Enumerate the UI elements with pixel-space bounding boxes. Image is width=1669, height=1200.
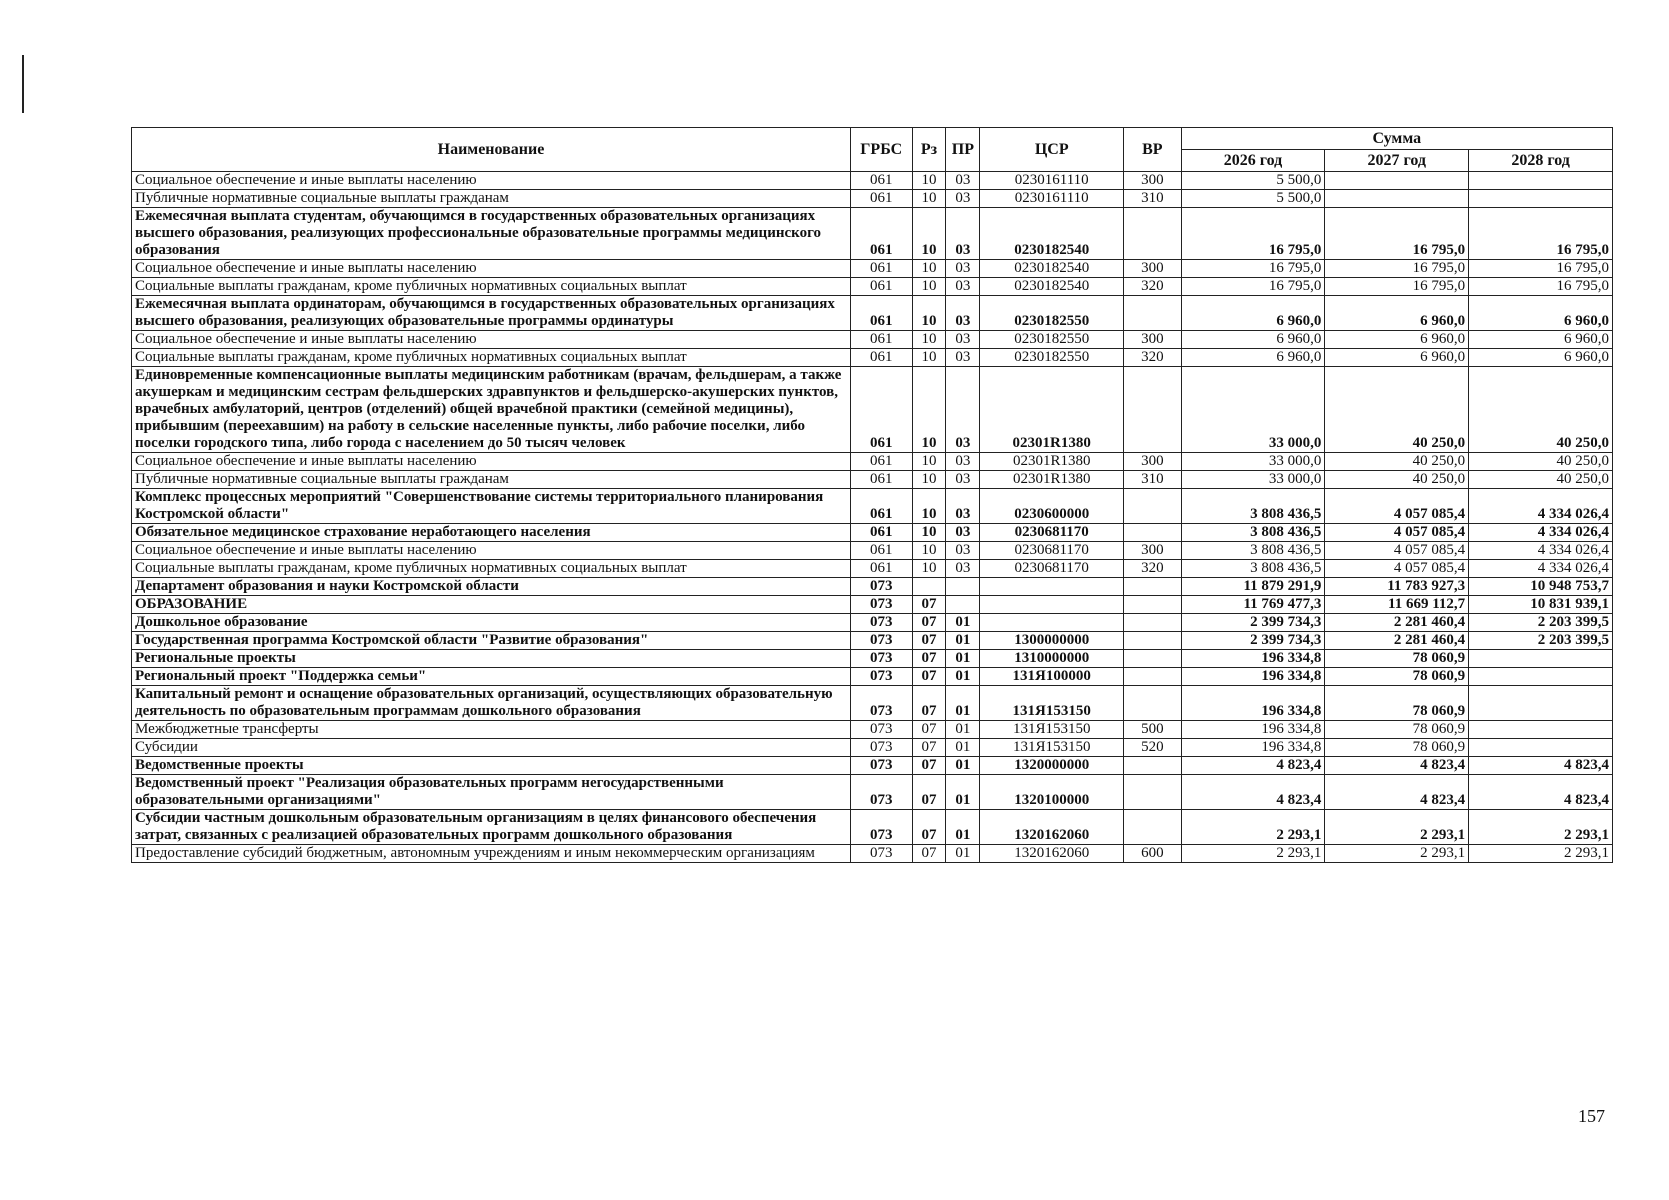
- cell-2028: 4 823,4: [1469, 757, 1613, 775]
- cell-csr: 02301R1380: [980, 367, 1124, 453]
- cell-2027: 2 281 460,4: [1325, 632, 1469, 650]
- cell-rz: 07: [912, 650, 946, 668]
- cell-vr: 600: [1124, 845, 1182, 863]
- cell-rz: 10: [912, 542, 946, 560]
- cell-2028: 6 960,0: [1469, 331, 1613, 349]
- cell-rz: 07: [912, 721, 946, 739]
- cell-grbs: 061: [850, 489, 912, 524]
- table-row: [132, 453, 1613, 471]
- cell-2027: 6 960,0: [1325, 331, 1469, 349]
- cell-rz: [912, 578, 946, 596]
- table-row: [132, 775, 1613, 810]
- cell-2026: 16 795,0: [1181, 260, 1325, 278]
- cell-2028: [1469, 721, 1613, 739]
- cell-pr: 01: [946, 739, 980, 757]
- cell-vr: 500: [1124, 721, 1182, 739]
- cell-rz: 07: [912, 686, 946, 721]
- cell-2027: 78 060,9: [1325, 739, 1469, 757]
- cell-grbs: 061: [850, 172, 912, 190]
- cell-2028: 2 203 399,5: [1469, 632, 1613, 650]
- cell-csr: 1320100000: [980, 775, 1124, 810]
- cell-rz: 10: [912, 367, 946, 453]
- cell-csr: 0230681170: [980, 542, 1124, 560]
- table-row: [132, 560, 1613, 578]
- cell-pr: 01: [946, 614, 980, 632]
- cell-2026: 16 795,0: [1181, 208, 1325, 260]
- cell-2027: [1325, 190, 1469, 208]
- cell-name: Субсидии частным дошкольным образовательным организациям в целях финансового обеспечения затрат, связанных с реализацией образовательных программ дошкольного образования: [132, 810, 851, 845]
- cell-pr: 01: [946, 775, 980, 810]
- cell-rz: 07: [912, 632, 946, 650]
- cell-2026: 11 879 291,9: [1181, 578, 1325, 596]
- cell-name: Субсидии: [132, 739, 851, 757]
- cell-rz: 07: [912, 596, 946, 614]
- table-row: [132, 757, 1613, 775]
- cell-rz: 10: [912, 471, 946, 489]
- cell-name: Социальное обеспечение и иные выплаты населению: [132, 331, 851, 349]
- cell-rz: 10: [912, 172, 946, 190]
- table-row: [132, 172, 1613, 190]
- table-row: [132, 650, 1613, 668]
- cell-2028: 2 293,1: [1469, 810, 1613, 845]
- cell-2026: 5 500,0: [1181, 190, 1325, 208]
- cell-pr: 01: [946, 668, 980, 686]
- table-row: [132, 668, 1613, 686]
- cell-2028: 4 334 026,4: [1469, 542, 1613, 560]
- margin-mark: [22, 55, 24, 113]
- cell-2026: 6 960,0: [1181, 349, 1325, 367]
- cell-2027: 40 250,0: [1325, 471, 1469, 489]
- cell-grbs: 073: [850, 845, 912, 863]
- cell-pr: 03: [946, 172, 980, 190]
- cell-csr: 131Я153150: [980, 739, 1124, 757]
- cell-grbs: 073: [850, 757, 912, 775]
- cell-grbs: 073: [850, 721, 912, 739]
- cell-2026: 33 000,0: [1181, 367, 1325, 453]
- cell-vr: [1124, 614, 1182, 632]
- cell-rz: 10: [912, 349, 946, 367]
- table-row: [132, 810, 1613, 845]
- cell-name: Предоставление субсидий бюджетным, автономным учреждениям и иным некоммерческим организациям: [132, 845, 851, 863]
- cell-2027: 78 060,9: [1325, 721, 1469, 739]
- cell-2027: 2 293,1: [1325, 845, 1469, 863]
- cell-2027: 4 823,4: [1325, 775, 1469, 810]
- cell-csr: [980, 614, 1124, 632]
- cell-csr: 131Я153150: [980, 686, 1124, 721]
- cell-2028: 4 334 026,4: [1469, 489, 1613, 524]
- cell-grbs: 073: [850, 668, 912, 686]
- cell-name: Дошкольное образование: [132, 614, 851, 632]
- cell-csr: [980, 578, 1124, 596]
- cell-2028: 4 823,4: [1469, 775, 1613, 810]
- cell-2027: 4 057 085,4: [1325, 489, 1469, 524]
- cell-name: Ведомственные проекты: [132, 757, 851, 775]
- header-2028: 2028 год: [1469, 150, 1613, 172]
- cell-2028: 10 831 939,1: [1469, 596, 1613, 614]
- table-row: [132, 489, 1613, 524]
- cell-rz: 10: [912, 296, 946, 331]
- cell-2027: 40 250,0: [1325, 367, 1469, 453]
- header-2027: 2027 год: [1325, 150, 1469, 172]
- cell-grbs: 061: [850, 524, 912, 542]
- table-row: [132, 208, 1613, 260]
- table-row: [132, 596, 1613, 614]
- cell-vr: 300: [1124, 542, 1182, 560]
- cell-2027: 4 057 085,4: [1325, 560, 1469, 578]
- cell-grbs: 073: [850, 650, 912, 668]
- cell-name: ОБРАЗОВАНИЕ: [132, 596, 851, 614]
- table-row: [132, 349, 1613, 367]
- cell-rz: 07: [912, 775, 946, 810]
- cell-2027: 4 057 085,4: [1325, 542, 1469, 560]
- cell-rz: 10: [912, 278, 946, 296]
- cell-grbs: 073: [850, 614, 912, 632]
- cell-grbs: 061: [850, 367, 912, 453]
- cell-pr: 01: [946, 810, 980, 845]
- table-row: [132, 278, 1613, 296]
- table-row: [132, 524, 1613, 542]
- cell-pr: 01: [946, 632, 980, 650]
- cell-rz: 07: [912, 810, 946, 845]
- cell-vr: [1124, 810, 1182, 845]
- cell-name: Социальное обеспечение и иные выплаты населению: [132, 542, 851, 560]
- cell-2028: [1469, 190, 1613, 208]
- header-name: Наименование: [132, 128, 851, 172]
- cell-pr: 01: [946, 650, 980, 668]
- cell-csr: 0230161110: [980, 190, 1124, 208]
- cell-csr: [980, 596, 1124, 614]
- cell-vr: 300: [1124, 331, 1182, 349]
- cell-2027: 4 057 085,4: [1325, 524, 1469, 542]
- cell-2026: 2 293,1: [1181, 810, 1325, 845]
- cell-2026: 3 808 436,5: [1181, 542, 1325, 560]
- cell-csr: 0230161110: [980, 172, 1124, 190]
- cell-name: Социальные выплаты гражданам, кроме публичных нормативных социальных выплат: [132, 278, 851, 296]
- table-row: [132, 471, 1613, 489]
- cell-rz: 07: [912, 614, 946, 632]
- cell-2026: 196 334,8: [1181, 721, 1325, 739]
- table-row: [132, 739, 1613, 757]
- header-vr: ВР: [1124, 128, 1182, 172]
- cell-pr: 03: [946, 367, 980, 453]
- cell-grbs: 061: [850, 542, 912, 560]
- cell-2026: 2 293,1: [1181, 845, 1325, 863]
- cell-rz: 07: [912, 739, 946, 757]
- cell-csr: 02301R1380: [980, 471, 1124, 489]
- table-body: [132, 172, 1613, 863]
- table-row: [132, 632, 1613, 650]
- cell-2028: 16 795,0: [1469, 208, 1613, 260]
- cell-pr: 01: [946, 845, 980, 863]
- cell-2026: 33 000,0: [1181, 471, 1325, 489]
- cell-vr: 310: [1124, 190, 1182, 208]
- cell-2027: 4 823,4: [1325, 757, 1469, 775]
- cell-vr: [1124, 686, 1182, 721]
- cell-2026: 33 000,0: [1181, 453, 1325, 471]
- cell-rz: 10: [912, 453, 946, 471]
- cell-2026: 6 960,0: [1181, 331, 1325, 349]
- cell-rz: 10: [912, 260, 946, 278]
- cell-vr: [1124, 367, 1182, 453]
- cell-2026: 4 823,4: [1181, 757, 1325, 775]
- cell-name: Ежемесячная выплата студентам, обучающимся в государственных образовательных организациях высшего образования, реализующих профессиональные образовательные программы медицинского образования: [132, 208, 851, 260]
- cell-grbs: 061: [850, 471, 912, 489]
- cell-name: Ведомственный проект "Реализация образовательных программ негосударственными образовательными организациями": [132, 775, 851, 810]
- cell-rz: 10: [912, 190, 946, 208]
- cell-rz: 10: [912, 560, 946, 578]
- cell-2026: 196 334,8: [1181, 668, 1325, 686]
- cell-2028: 2 293,1: [1469, 845, 1613, 863]
- cell-pr: 03: [946, 190, 980, 208]
- cell-vr: 320: [1124, 278, 1182, 296]
- cell-vr: [1124, 578, 1182, 596]
- cell-vr: [1124, 489, 1182, 524]
- table-row: [132, 614, 1613, 632]
- cell-name: Социальные выплаты гражданам, кроме публичных нормативных социальных выплат: [132, 560, 851, 578]
- cell-rz: 10: [912, 524, 946, 542]
- cell-vr: [1124, 596, 1182, 614]
- cell-2027: [1325, 172, 1469, 190]
- cell-csr: 0230182550: [980, 331, 1124, 349]
- cell-2026: 2 399 734,3: [1181, 614, 1325, 632]
- cell-2026: 3 808 436,5: [1181, 560, 1325, 578]
- cell-name: Региональный проект "Поддержка семьи": [132, 668, 851, 686]
- cell-2028: [1469, 650, 1613, 668]
- cell-pr: 03: [946, 471, 980, 489]
- cell-2028: 2 203 399,5: [1469, 614, 1613, 632]
- cell-2027: 16 795,0: [1325, 260, 1469, 278]
- budget-table: [131, 127, 1613, 863]
- cell-name: Социальное обеспечение и иные выплаты населению: [132, 453, 851, 471]
- cell-name: Публичные нормативные социальные выплаты гражданам: [132, 190, 851, 208]
- cell-vr: 300: [1124, 453, 1182, 471]
- cell-vr: 300: [1124, 260, 1182, 278]
- cell-name: Департамент образования и науки Костромской области: [132, 578, 851, 596]
- cell-csr: 02301R1380: [980, 453, 1124, 471]
- cell-2026: 3 808 436,5: [1181, 524, 1325, 542]
- table-row: [132, 845, 1613, 863]
- cell-rz: 07: [912, 845, 946, 863]
- cell-csr: 0230681170: [980, 560, 1124, 578]
- cell-pr: 03: [946, 489, 980, 524]
- cell-vr: [1124, 775, 1182, 810]
- cell-2028: 16 795,0: [1469, 260, 1613, 278]
- cell-pr: 03: [946, 278, 980, 296]
- cell-name: Публичные нормативные социальные выплаты гражданам: [132, 471, 851, 489]
- cell-grbs: 061: [850, 349, 912, 367]
- cell-name: Единовременные компенсационные выплаты медицинским работникам (врачам, фельдшерам, а также акушеркам и медицинским сестрам фельдшерских здравпунктов и фельдшерско-акушерских пунктов, врачебных амбулаторий, центров (отделений) общей врачебной практики (семейной медицины), прибывшим (переехавшим) на работу в сельские населенные пункты, либо рабочие поселки, либо поселки городского типа, либо города с населением до 50 тысяч человек: [132, 367, 851, 453]
- cell-2027: 16 795,0: [1325, 278, 1469, 296]
- cell-name: Социальные выплаты гражданам, кроме публичных нормативных социальных выплат: [132, 349, 851, 367]
- cell-csr: 0230182550: [980, 349, 1124, 367]
- cell-grbs: 061: [850, 296, 912, 331]
- cell-2026: 16 795,0: [1181, 278, 1325, 296]
- cell-2028: [1469, 686, 1613, 721]
- cell-grbs: 061: [850, 278, 912, 296]
- cell-2028: 10 948 753,7: [1469, 578, 1613, 596]
- cell-vr: [1124, 632, 1182, 650]
- cell-grbs: 061: [850, 260, 912, 278]
- cell-name: Региональные проекты: [132, 650, 851, 668]
- cell-vr: 520: [1124, 739, 1182, 757]
- cell-vr: 320: [1124, 349, 1182, 367]
- cell-2027: 78 060,9: [1325, 668, 1469, 686]
- cell-grbs: 073: [850, 686, 912, 721]
- cell-2026: 196 334,8: [1181, 739, 1325, 757]
- cell-grbs: 073: [850, 775, 912, 810]
- cell-2028: 40 250,0: [1469, 453, 1613, 471]
- cell-name: Государственная программа Костромской области "Развитие образования": [132, 632, 851, 650]
- cell-name: Межбюджетные трансферты: [132, 721, 851, 739]
- cell-2027: 16 795,0: [1325, 208, 1469, 260]
- cell-2028: [1469, 668, 1613, 686]
- cell-2027: 11 669 112,7: [1325, 596, 1469, 614]
- table-row: [132, 190, 1613, 208]
- cell-name: Обязательное медицинское страхование неработающего населения: [132, 524, 851, 542]
- cell-2026: 2 399 734,3: [1181, 632, 1325, 650]
- cell-csr: 131Я153150: [980, 721, 1124, 739]
- cell-2027: 40 250,0: [1325, 453, 1469, 471]
- cell-pr: 03: [946, 453, 980, 471]
- cell-grbs: 061: [850, 453, 912, 471]
- cell-grbs: 073: [850, 596, 912, 614]
- table-row: [132, 578, 1613, 596]
- cell-pr: 03: [946, 542, 980, 560]
- table-row: [132, 367, 1613, 453]
- cell-pr: 03: [946, 296, 980, 331]
- cell-vr: [1124, 296, 1182, 331]
- cell-pr: 03: [946, 208, 980, 260]
- cell-name: Социальное обеспечение и иные выплаты населению: [132, 260, 851, 278]
- table-row: [132, 296, 1613, 331]
- header-grbs: ГРБС: [850, 128, 912, 172]
- cell-csr: 1320000000: [980, 757, 1124, 775]
- cell-2026: 3 808 436,5: [1181, 489, 1325, 524]
- cell-2026: 11 769 477,3: [1181, 596, 1325, 614]
- cell-grbs: 061: [850, 331, 912, 349]
- cell-2027: 6 960,0: [1325, 349, 1469, 367]
- cell-2027: 6 960,0: [1325, 296, 1469, 331]
- cell-2027: 2 293,1: [1325, 810, 1469, 845]
- cell-2026: 6 960,0: [1181, 296, 1325, 331]
- cell-2027: 78 060,9: [1325, 650, 1469, 668]
- cell-name: Социальное обеспечение и иные выплаты населению: [132, 172, 851, 190]
- cell-csr: 0230182550: [980, 296, 1124, 331]
- cell-2026: 4 823,4: [1181, 775, 1325, 810]
- cell-grbs: 061: [850, 190, 912, 208]
- cell-csr: 0230182540: [980, 208, 1124, 260]
- cell-csr: 0230182540: [980, 260, 1124, 278]
- cell-2027: 11 783 927,3: [1325, 578, 1469, 596]
- cell-pr: 01: [946, 757, 980, 775]
- header-2026: 2026 год: [1181, 150, 1325, 172]
- cell-csr: 1310000000: [980, 650, 1124, 668]
- cell-2028: 6 960,0: [1469, 349, 1613, 367]
- cell-pr: 03: [946, 260, 980, 278]
- cell-2028: 40 250,0: [1469, 367, 1613, 453]
- cell-vr: 320: [1124, 560, 1182, 578]
- cell-rz: 07: [912, 668, 946, 686]
- cell-2028: 6 960,0: [1469, 296, 1613, 331]
- cell-name: Комплекс процессных мероприятий "Совершенствование системы территориального планирования Костромской области": [132, 489, 851, 524]
- cell-2026: 196 334,8: [1181, 686, 1325, 721]
- cell-rz: 07: [912, 757, 946, 775]
- cell-vr: [1124, 757, 1182, 775]
- cell-pr: 03: [946, 349, 980, 367]
- cell-vr: 310: [1124, 471, 1182, 489]
- cell-2028: 4 334 026,4: [1469, 560, 1613, 578]
- cell-vr: [1124, 668, 1182, 686]
- cell-pr: 03: [946, 524, 980, 542]
- cell-name: Капитальный ремонт и оснащение образовательных организаций, осуществляющих образовательную деятельность по образовательным программам дошкольного образования: [132, 686, 851, 721]
- cell-rz: 10: [912, 489, 946, 524]
- cell-pr: 01: [946, 721, 980, 739]
- cell-csr: 0230681170: [980, 524, 1124, 542]
- cell-vr: [1124, 524, 1182, 542]
- table-row: [132, 331, 1613, 349]
- header-sum: Сумма: [1181, 128, 1612, 150]
- cell-name: Ежемесячная выплата ординаторам, обучающимся в государственных образовательных организациях высшего образования, реализующих образовательные программы ординатуры: [132, 296, 851, 331]
- cell-pr: 01: [946, 686, 980, 721]
- cell-2028: 40 250,0: [1469, 471, 1613, 489]
- cell-csr: 1320162060: [980, 810, 1124, 845]
- cell-csr: 1320162060: [980, 845, 1124, 863]
- page-number: 157: [1578, 1106, 1605, 1126]
- cell-grbs: 061: [850, 208, 912, 260]
- cell-2028: 4 334 026,4: [1469, 524, 1613, 542]
- cell-pr: [946, 596, 980, 614]
- cell-grbs: 073: [850, 632, 912, 650]
- cell-2028: 16 795,0: [1469, 278, 1613, 296]
- cell-grbs: 061: [850, 560, 912, 578]
- cell-vr: [1124, 650, 1182, 668]
- cell-pr: 03: [946, 331, 980, 349]
- table-row: [132, 686, 1613, 721]
- cell-2026: 5 500,0: [1181, 172, 1325, 190]
- cell-vr: [1124, 208, 1182, 260]
- header-rz: Рз: [912, 128, 946, 172]
- cell-csr: 0230182540: [980, 278, 1124, 296]
- table-row: [132, 721, 1613, 739]
- cell-csr: 0230600000: [980, 489, 1124, 524]
- cell-csr: 131Я100000: [980, 668, 1124, 686]
- cell-rz: 10: [912, 331, 946, 349]
- cell-grbs: 073: [850, 578, 912, 596]
- cell-grbs: 073: [850, 739, 912, 757]
- cell-2026: 196 334,8: [1181, 650, 1325, 668]
- cell-2027: 2 281 460,4: [1325, 614, 1469, 632]
- table-row: [132, 542, 1613, 560]
- table-row: [132, 260, 1613, 278]
- cell-pr: 03: [946, 560, 980, 578]
- cell-csr: 1300000000: [980, 632, 1124, 650]
- cell-2027: 78 060,9: [1325, 686, 1469, 721]
- cell-pr: [946, 578, 980, 596]
- header-pr: ПР: [946, 128, 980, 172]
- cell-2028: [1469, 172, 1613, 190]
- cell-grbs: 073: [850, 810, 912, 845]
- header-csr: ЦСР: [980, 128, 1124, 172]
- cell-2028: [1469, 739, 1613, 757]
- cell-vr: 300: [1124, 172, 1182, 190]
- cell-rz: 10: [912, 208, 946, 260]
